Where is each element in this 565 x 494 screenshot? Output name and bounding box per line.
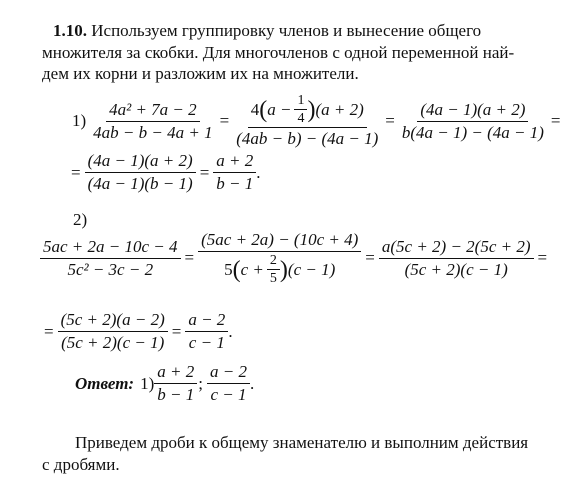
intro-text-1: Используем группировку членов и вынесение общего — [91, 21, 482, 40]
part1-f2-coefficient: 4 — [250, 99, 260, 119]
part2-fraction-2: (5ac + 2a) − (10c + 4) 5 ( c + $\frac{2}{5}$ ) (c − 1) — [198, 230, 361, 286]
part1-f5-denominator: b − 1 — [216, 174, 254, 193]
part2-f5-numerator: a − 2 — [185, 310, 228, 332]
part2-label: 2) — [73, 210, 88, 229]
answer-label: Ответ: — [75, 373, 135, 393]
part2-f5-denominator: c − 1 — [188, 333, 225, 352]
part2-f1-denominator: 5c² − 3c − 2 — [67, 259, 154, 279]
part1-f3-denominator: b(4a − 1) − (4a − 1) — [401, 122, 544, 142]
answer-prefix: 1) — [140, 373, 155, 393]
part1-f2-factor-a: a − — [267, 99, 292, 119]
part2-f2-two-fifths: $\frac{2}{5}$ — [267, 253, 280, 286]
part1-fraction-4 — [85, 151, 196, 194]
part2-f3-denominator: (5c + 2)(c − 1) — [404, 259, 508, 279]
part1-f5-numerator: a + 2 — [213, 151, 256, 173]
part2-fraction-1 — [40, 237, 181, 280]
part2-fraction-5 — [185, 310, 228, 353]
part2-line2: = $\frac{(5c + 2)(a - 2)}{(5c + 2)(c - 1)}$ = $\frac{a - 2}{c - 1}$ . — [44, 310, 233, 352]
part1-f2-quarter: $\frac{1}{4}$ — [294, 93, 307, 126]
part2-f2-numerator: (5ac + 2a) − (10c + 4) — [198, 230, 361, 252]
part1-f3-numerator: (4a − 1)(a + 2) — [417, 100, 528, 122]
equals-sign: = — [219, 111, 230, 130]
intro-line-3: дем их корни и разложим их на множители. — [42, 64, 359, 83]
part1-fraction-1 — [90, 100, 215, 143]
footer-line-1: Приведем дроби к общему знаменателю и выполним действия — [75, 433, 529, 452]
part1-fraction-5 — [213, 151, 256, 194]
part1-fraction-3 — [399, 100, 547, 143]
part1-f4-denominator: (4a − 1)(b − 1) — [87, 174, 193, 193]
problem-number: 1.10. — [53, 21, 87, 40]
part2-f2-coefficient: 5 — [224, 259, 233, 279]
part2-fraction-4 — [58, 310, 168, 353]
part2-f2-factor-d: (c − 1) — [287, 259, 336, 279]
part1-line1: 1) $\frac{\text{4a² + 7a − 2}}{4ab - b - 4a + 1}$ = 4 ( a − $\frac{1}{4}$ ) (a + 2) (4ab − b) − (4a − 1) = $\frac{(4a - 1)(a + 2)}{b(4a - 1) - (4a - 1)}$ = — [72, 93, 561, 148]
part1-f4-numerator: (4a − 1)(a + 2) — [85, 151, 196, 173]
answer-line: Ответ: 1) $\frac{a + 2}{b - 1}$ ; $\frac{a - 2}{c - 1}$ . — [75, 362, 255, 404]
part2-line1: $\frac{5ac + 2a - 10c - 4}{\text{5c² − 3c − 2}}$ = (5ac + 2a) − (10c + 4) 5 ( c + $\frac{2}{5}$ ) (c − 1) = $\frac{a(5c + 2) - 2(5c + 2)}{(5c + 2)(c - 1)}$ = — [40, 230, 551, 286]
intro-line-1 — [53, 20, 481, 42]
intro-line-2: множителя за скобки. Для многочленов с одной переменной най- — [42, 43, 515, 62]
part1-label: 1) — [72, 111, 87, 130]
part1-f2-denominator: (4ab − b) − (4a − 1) — [236, 129, 379, 148]
answer-fraction-2: $\frac{a - 2}{c - 1}$ — [207, 362, 250, 405]
part1-f2-factor-b: (a + 2) — [315, 99, 364, 119]
answer-fraction-1: $\frac{a + 2}{b - 1}$ — [154, 362, 197, 405]
part1-line2: = $\frac{(4a - 1)(a + 2)}{(4a - 1)(b - 1)}$ = $\frac{a + 2}{b - 1}$ . — [71, 151, 261, 193]
part2-fraction-3 — [379, 237, 534, 280]
part2-f2-factor-c: c + — [240, 259, 264, 279]
answer-separator: ; — [198, 373, 203, 393]
part2-f4-numerator: (5c + 2)(a − 2) — [58, 310, 168, 332]
part2-f1-numerator: 5ac + 2a − 10c − 4 — [40, 237, 181, 259]
part1-f1-numerator: 4a² + 7a − 2 — [106, 100, 200, 122]
footer-line-2: с дробями. — [42, 455, 120, 474]
part1-f1-denominator: 4ab − b − 4a + 1 — [93, 122, 213, 142]
part1-fraction-2: 4 ( a − $\frac{1}{4}$ ) (a + 2) (4ab − b) − (4a − 1) — [233, 93, 381, 149]
part2-f3-numerator: a(5c + 2) − 2(5c + 2) — [379, 237, 534, 259]
part2-f4-denominator: (5c + 2)(c − 1) — [61, 333, 165, 352]
